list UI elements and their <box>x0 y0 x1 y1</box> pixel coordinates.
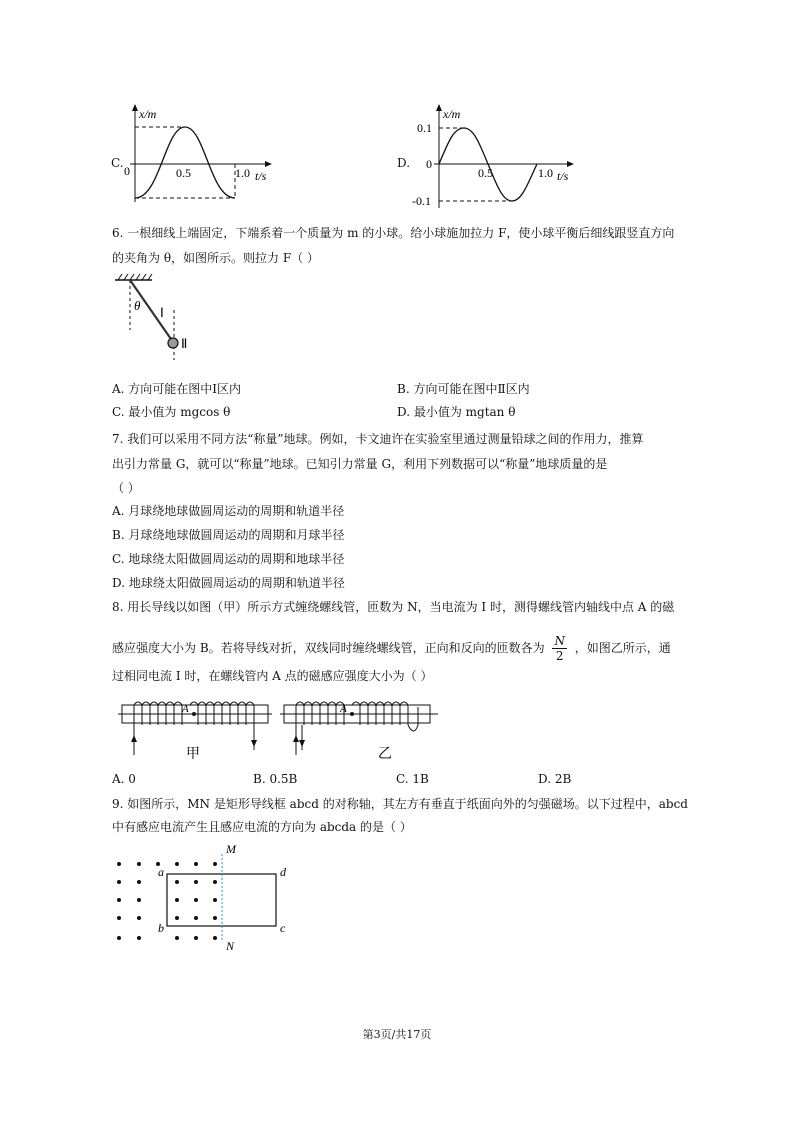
q5-option-c-label: C. <box>111 156 124 170</box>
c-ylabel: x/m <box>139 107 157 121</box>
c-origin: 0 <box>124 164 130 178</box>
q8-stem-line2 <box>112 634 671 663</box>
q6-option-d: D. 最小值为 mgtan θ <box>397 405 516 419</box>
jia-point-a: A <box>182 703 189 715</box>
label-n: N <box>226 939 235 953</box>
q7-stem-line1: 7. 我们可以采用不同方法“称量”地球。例如，卡文迪许在实验室里通过测量铅球之间的作用力，推算 <box>112 432 644 446</box>
q8-solenoid-jia <box>112 695 277 767</box>
region-1-label: Ⅰ <box>160 305 164 320</box>
label-m: M <box>226 842 236 856</box>
q7-stem-line2: 出引力常量 G，就可以“称量”地球。已知引力常量 G，利用下列数据可以“称量”地球质量的是 <box>112 457 608 471</box>
q8-option-d: D. 2B <box>538 772 572 786</box>
d-tick-05: 0.5 <box>478 166 493 180</box>
caption-jia: 甲 <box>186 747 200 762</box>
q8-stem-line1: 8. 用长导线以如图（甲）所示方式缠绕螺线管，匝数为 N，当电流为 I 时，测得螺线管内轴线中点 A 的磁 <box>112 600 675 614</box>
q8-stem-line3: 过相同电流 I 时，在螺线管内 A 点的磁感应强度大小为（ ） <box>112 669 433 683</box>
q7-option-a: A. 月球绕地球做圆周运动的周期和轨道半径 <box>112 504 345 518</box>
q9-field-figure <box>110 840 300 955</box>
yi-point-a: A <box>340 703 347 715</box>
page-footer: 第3页/共17页 <box>362 1028 432 1041</box>
label-c: c <box>280 921 286 935</box>
d-xlabel: t/s <box>557 169 569 183</box>
caption-yi: 乙 <box>378 747 392 762</box>
q7-stem-line3: （ ） <box>112 481 140 495</box>
q8-option-b: B. 0.5B <box>253 772 298 786</box>
label-d: d <box>280 865 286 879</box>
d-tick-neg: -0.1 <box>412 194 431 208</box>
q6-option-b: B. 方向可能在图中Ⅱ区内 <box>397 382 530 396</box>
q8-option-c: C. 1B <box>396 772 429 786</box>
region-2-label: Ⅱ <box>181 336 188 351</box>
q6-stem-line2: 的夹角为 θ，如图所示。则拉力 F（ ） <box>112 251 319 265</box>
q5-option-d-label: D. <box>397 156 411 170</box>
label-a: a <box>158 865 164 879</box>
q5-option-c-graph <box>120 100 280 210</box>
d-ylabel: x/m <box>443 107 461 121</box>
q7-option-d: D. 地球绕太阳做圆周运动的周期和轨道半径 <box>112 576 345 590</box>
q7-option-b: B. 月球绕地球做圆周运动的周期和月球半径 <box>112 528 345 542</box>
q8-fraction-numerator: N <box>554 634 565 648</box>
q7-option-c: C. 地球绕太阳做圆周运动的周期和地球半径 <box>112 552 345 566</box>
q8-line2-pre: 感应强度大小为 B。若将导线对折，双线同时缠绕螺线管，正向和反向的匝数各为 <box>112 641 545 655</box>
q8-fraction-denominator: 2 <box>555 649 564 663</box>
c-tick-10: 1.0 <box>235 166 250 180</box>
q6-option-a: A. 方向可能在图中Ⅰ区内 <box>112 382 242 396</box>
q8-line2-post: ，如图乙所示，通 <box>574 641 671 655</box>
theta-label: θ <box>134 298 141 313</box>
label-b: b <box>158 921 164 935</box>
q8-solenoid-yi <box>278 695 443 767</box>
c-tick-05: 0.5 <box>176 166 191 180</box>
d-tick-10: 1.0 <box>538 166 553 180</box>
d-origin: 0 <box>426 157 432 171</box>
q6-option-c: C. 最小值为 mgcos θ <box>112 405 231 419</box>
c-xlabel: t/s <box>255 169 267 183</box>
d-tick-pos: 0.1 <box>417 121 432 135</box>
q8-fraction <box>552 634 567 663</box>
q5-option-d-graph <box>412 100 582 212</box>
q9-stem-line1: 9. 如图所示，MN 是矩形导线框 abcd 的对称轴，其左方有垂直于纸面向外的匀强磁场。以下过程中，abcd <box>112 797 688 811</box>
q6-pendulum-figure <box>112 272 202 362</box>
q6-stem-line1: 6. 一根细线上端固定，下端系着一个质量为 m 的小球。给小球施加拉力 F，使小球平衡后细线跟竖直方向 <box>112 226 675 240</box>
q8-option-a: A. 0 <box>112 772 136 786</box>
q9-stem-line2: 中有感应电流产生且感应电流的方向为 abcda 的是（ ） <box>112 820 412 834</box>
